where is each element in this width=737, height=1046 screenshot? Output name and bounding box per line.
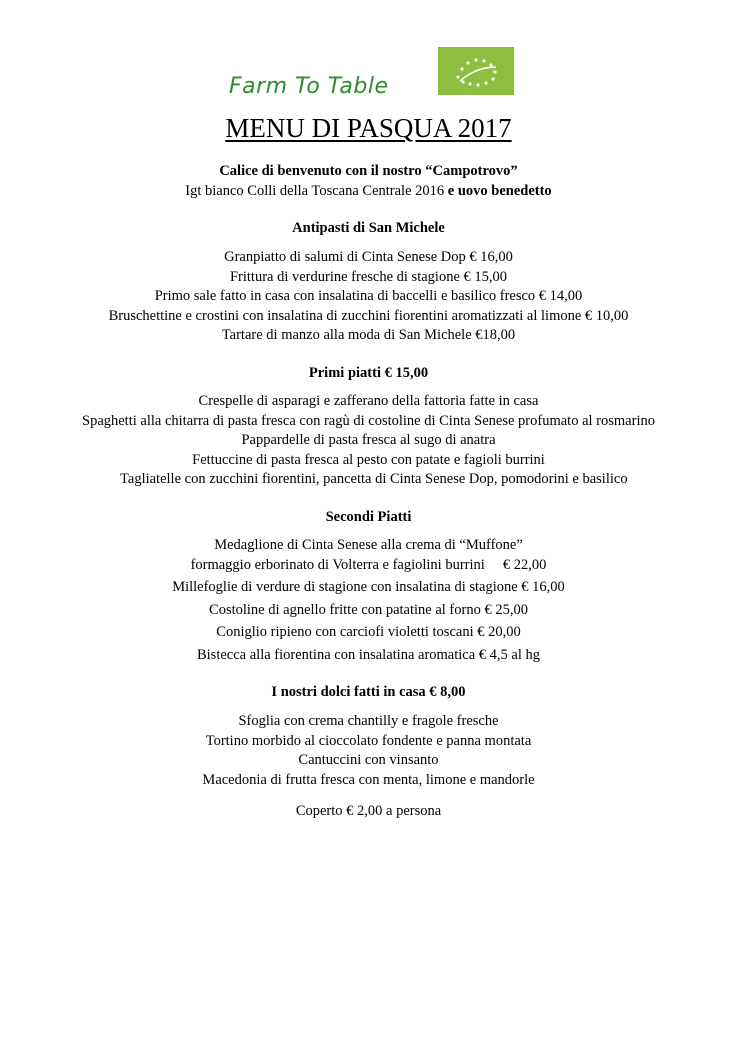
menu-item: Macedonia di frutta fresca con menta, limone e mandorle <box>202 771 535 788</box>
section-dolci-heading-wrap <box>0 683 737 703</box>
section-antipasti-heading-wrap <box>0 219 737 239</box>
section-secondi-heading-wrap <box>0 508 737 528</box>
welcome-line-2 <box>0 182 737 202</box>
cover-charge: Coperto € 2,00 a persona <box>295 803 442 819</box>
welcome-line-2-normal: Igt bianco Colli della Toscana Centrale 2016 <box>185 182 445 199</box>
menu-item: Bistecca alla fiorentina con insalatina aromatica € 4,5 al hg <box>196 646 541 663</box>
section-primi-items <box>0 392 737 490</box>
section-heading: Secondi Piatti <box>325 509 412 525</box>
menu-item: Primo sale fatto in casa con insalatina di baccelli e basilico fresco € 14,00 <box>154 288 583 304</box>
menu-item: Cantuccini con vinsanto <box>298 752 439 768</box>
menu-item: Bruschettine e crostini con insalatina di zucchini fiorentini aromatizzati al limone € 10,00 <box>108 307 629 324</box>
section-secondi-items <box>0 536 737 665</box>
welcome-line-2-bold: e uovo benedetto <box>444 182 552 199</box>
menu-item: Fettuccine di pasta fresca al pesto con patate e fagioli burrini <box>192 451 545 468</box>
menu-item: Medaglione di Cinta Senese alla crema di “Muffone” <box>214 537 523 553</box>
eu-organic-leaf-icon <box>438 47 514 95</box>
menu-item: Spaghetti alla chitarra di pasta fresca con ragù di costoline di Cinta Senese profumato al rosmarino <box>82 412 655 429</box>
menu-item: Sfoglia con crema chantilly e fragole fresche <box>238 713 499 729</box>
welcome-line-1: Calice di benvenuto con il nostro “Campotrovo” <box>219 163 518 179</box>
menu-title: MENU DI PASQUA 2017 <box>225 113 512 143</box>
menu-item: Pappardelle di pasta fresca al sugo di anatra <box>241 432 496 448</box>
brand-name: Farm To Table <box>229 74 389 99</box>
menu-item: formaggio erborinato di Volterra e fagiolini burrini € 22,00 <box>190 556 547 573</box>
menu-item: Frittura di verdurine fresche di stagione € 15,00 <box>229 268 508 285</box>
section-primi-heading-wrap <box>0 364 737 384</box>
section-antipasti-items <box>0 248 737 346</box>
section-heading: Primi piatti € 15,00 <box>308 365 429 381</box>
menu-item: Costoline di agnello fritte con patatine al forno € 25,00 <box>209 601 528 618</box>
menu-item: Crespelle di asparagi e zafferano della fattoria fatte in casa <box>198 393 539 409</box>
menu-item: Tagliatelle con zucchini fiorentini, pancetta di Cinta Senese Dop, pomodorini e basilico <box>109 471 628 487</box>
menu-item: Millefoglie di verdure di stagione con insalatina di stagione € 16,00 <box>172 579 565 595</box>
welcome-block <box>0 162 737 201</box>
section-heading: Antipasti di San Michele <box>292 220 445 236</box>
menu-item: Granpiatto di salumi di Cinta Senese Dop € 16,00 <box>224 249 513 265</box>
menu-item: Coniglio ripieno con carciofi violetti toscani € 20,00 <box>216 624 521 640</box>
section-heading: I nostri dolci fatti in casa € 8,00 <box>271 684 466 700</box>
menu-item: Tortino morbido al cioccolato fondente e panna montata <box>205 732 532 749</box>
menu-item: Tartare di manzo alla moda di San Michele €18,00 <box>221 327 516 343</box>
cover-charge-wrap <box>0 802 737 822</box>
section-dolci-items <box>0 712 737 790</box>
